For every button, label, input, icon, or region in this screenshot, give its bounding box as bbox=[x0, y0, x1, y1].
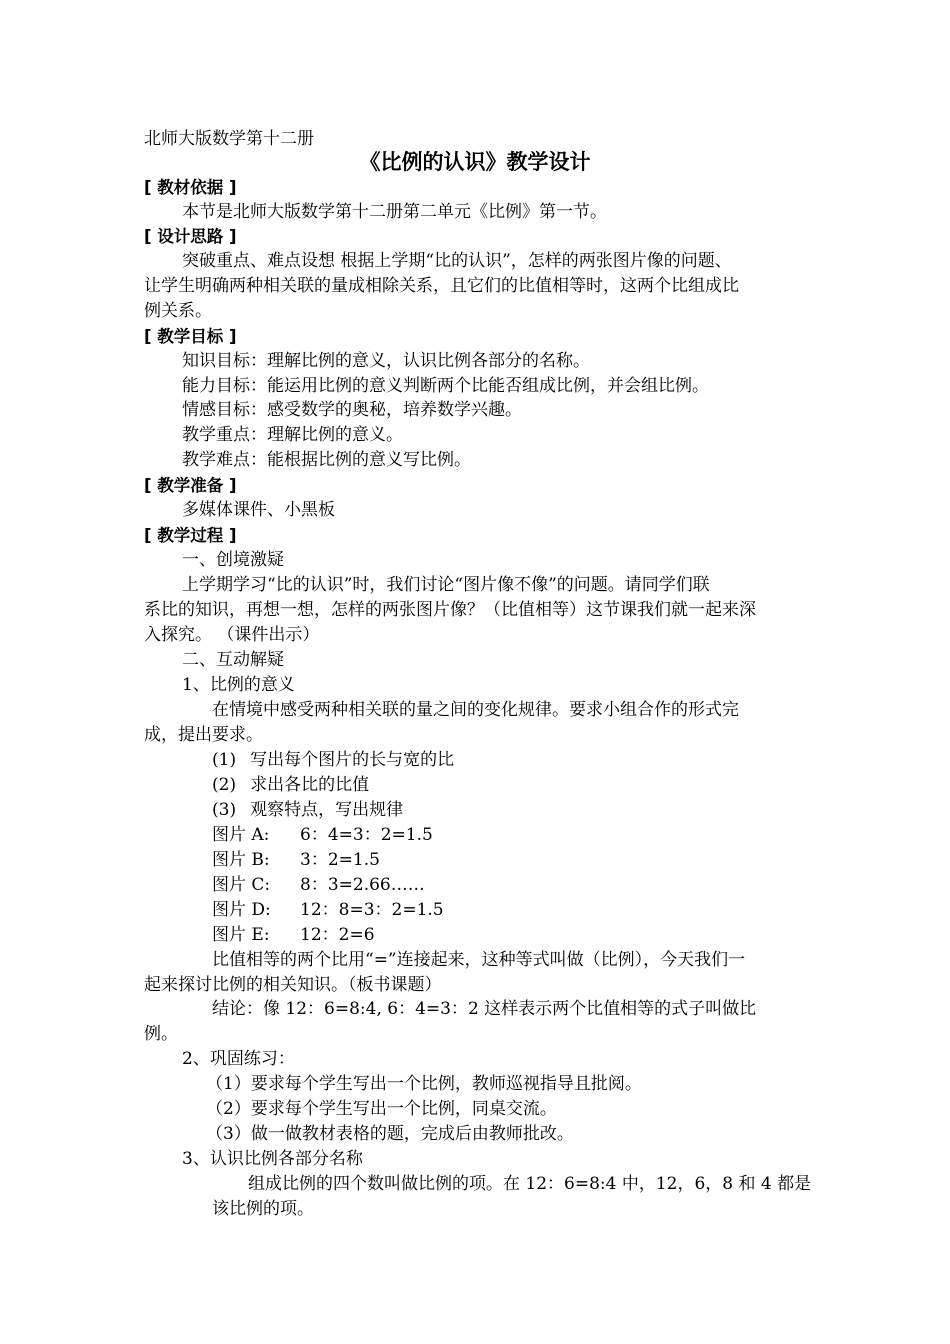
idea-line: 突破重点、难点设想 根据上学期“比的认识”，怎样的两张图片像的问题、 bbox=[182, 251, 732, 271]
step-item bbox=[212, 798, 403, 823]
picture-ratio-row bbox=[212, 873, 425, 898]
section-heading-process: [ 教学过程 ] bbox=[144, 526, 237, 545]
terms-line: 组成比例的四个数叫做比例的项。在 12：6=8:4 中，12，6，8 和 4 都是 bbox=[248, 1174, 812, 1194]
practice-item: （3）做一做教材表格的题，完成后由教师批改。 bbox=[206, 1124, 574, 1144]
picture-label: 图片 C: bbox=[212, 875, 271, 895]
picture-value: 3：2=1.5 bbox=[300, 850, 380, 870]
picture-ratio-row bbox=[212, 923, 375, 948]
practice-item: （1）要求每个学生写出一个比例，教师巡视指导且批阅。 bbox=[206, 1074, 642, 1094]
process-part-title: 二、互动解疑 bbox=[182, 650, 284, 670]
explain-line: 起来探讨比例的相关知识。（板书课题） bbox=[144, 975, 442, 995]
picture-label: 图片 E: bbox=[212, 925, 270, 945]
picture-value: 6：4=3：2=1.5 bbox=[300, 825, 433, 845]
step-text: 求出各比的比值 bbox=[250, 775, 370, 795]
goal-item: 情感目标：感受数学的奥秘，培养数学兴趣。 bbox=[182, 400, 522, 420]
picture-value: 12：2=6 bbox=[300, 925, 375, 945]
intro-line: 成，提出要求。 bbox=[144, 725, 263, 745]
picture-value: 8：3=2.66…… bbox=[300, 875, 425, 895]
intro-line: 在情境中感受两种相关联的量之间的变化规律。要求小组合作的形式完 bbox=[212, 700, 739, 720]
step-number: (2) bbox=[212, 775, 237, 795]
subsection-title: 2、巩固练习： bbox=[182, 1049, 295, 1069]
idea-line: 让学生明确两种相关联的量成相除关系，且它们的比值相等时，这两个比组成比 bbox=[144, 276, 739, 296]
picture-label: 图片 B: bbox=[212, 850, 270, 870]
step-number: (3) bbox=[212, 800, 237, 820]
section-heading-goals: [ 教学目标 ] bbox=[144, 327, 237, 346]
step-item bbox=[212, 773, 369, 798]
idea-line: 例关系。 bbox=[144, 301, 212, 321]
terms-line: 该比例的项。 bbox=[212, 1199, 314, 1219]
goal-item: 教学重点：理解比例的意义。 bbox=[182, 425, 403, 445]
process-line: 上学期学习“比的认识”时，我们讨论“图片像不像”的问题。请同学们联 bbox=[182, 575, 710, 595]
conclusion-line: 结论：像 12：6=8:4, 6：4=3：2 这样表示两个比值相等的式子叫做比 bbox=[212, 999, 757, 1019]
process-line: 入探究。 （课件出示） bbox=[144, 625, 320, 645]
section-heading-basis: [ 教材依据 ] bbox=[144, 178, 237, 197]
document-title: 《比例的认识》教学设计 bbox=[359, 150, 591, 174]
subsection-title: 1、比例的意义 bbox=[182, 675, 295, 695]
picture-label: 图片 A: bbox=[212, 825, 270, 845]
step-text: 写出每个图片的长与宽的比 bbox=[250, 750, 455, 770]
conclusion-line: 例。 bbox=[144, 1024, 178, 1044]
process-line: 系比的知识，再想一想，怎样的两张图片像？（比值相等）这节课我们就一起来深 bbox=[144, 600, 756, 620]
goal-item: 知识目标：理解比例的意义，认识比例各部分的名称。 bbox=[182, 351, 590, 371]
step-text: 观察特点，写出规律 bbox=[250, 800, 404, 820]
explain-line: 比值相等的两个比用“=”连接起来，这种等式叫做（比例），今天我们一 bbox=[212, 950, 746, 970]
step-item bbox=[212, 748, 454, 773]
picture-ratio-row bbox=[212, 898, 444, 923]
section-heading-prep: [ 教学准备 ] bbox=[144, 476, 237, 495]
goal-item: 教学难点：能根据比例的意义写比例。 bbox=[182, 450, 471, 470]
picture-ratio-row bbox=[212, 848, 380, 873]
picture-ratio-row bbox=[212, 823, 433, 848]
prep-text: 多媒体课件、小黑板 bbox=[182, 500, 335, 520]
subsection-title: 3、认识比例各部分名称 bbox=[182, 1149, 363, 1169]
picture-value: 12：8=3：2=1.5 bbox=[300, 900, 444, 920]
process-part-title: 一、创境激疑 bbox=[182, 550, 284, 570]
series-header: 北师大版数学第十二册 bbox=[144, 129, 314, 149]
practice-item: （2）要求每个学生写出一个比例，同桌交流。 bbox=[206, 1099, 557, 1119]
picture-label: 图片 D: bbox=[212, 900, 271, 920]
goal-item: 能力目标：能运用比例的意义判断两个比能否组成比例，并会组比例。 bbox=[182, 376, 709, 396]
section-heading-idea: [ 设计思路 ] bbox=[144, 227, 237, 246]
basis-text: 本节是北师大版数学第十二册第二单元《比例》第一节。 bbox=[182, 202, 607, 222]
step-number: (1) bbox=[212, 750, 237, 770]
